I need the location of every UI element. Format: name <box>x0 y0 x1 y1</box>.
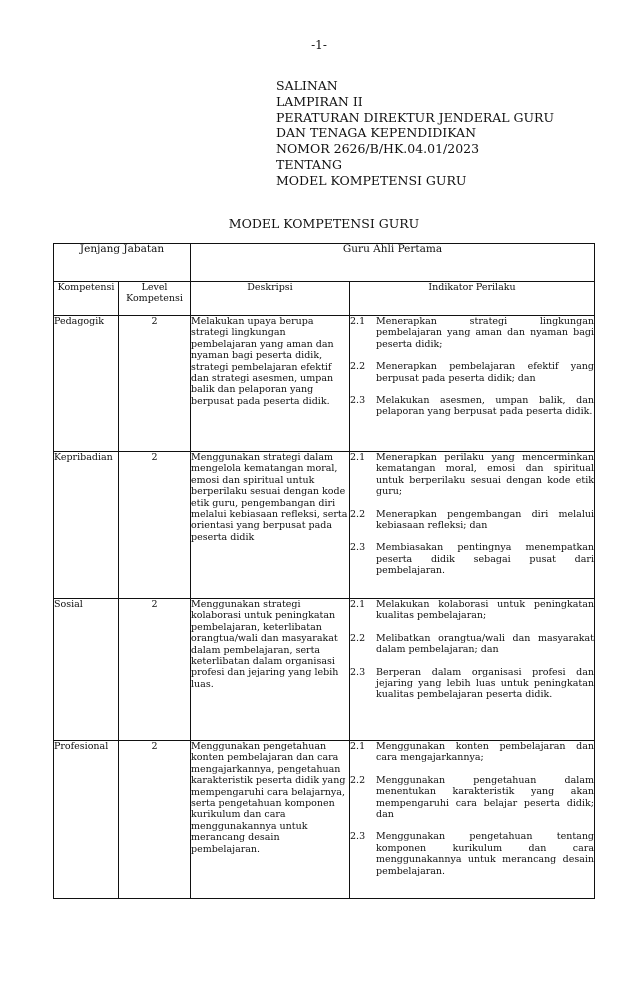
deskripsi-cell: Menggunakan strategi kolaborasi untuk peningkatan pembelajaran, keterlibatan orangtua/wali dan masyarakat dalam pembelajaran, serta keterlibatan dalam organisasi profesi dan jejaring yang lebih luas. <box>191 599 350 741</box>
header-line: TENTANG <box>276 156 343 172</box>
header-line: NOMOR 2626/B/HK.04.01/2023 <box>276 141 480 157</box>
indikator-cell <box>350 599 595 741</box>
header-line: DAN TENAGA KEPENDIDIKAN <box>276 125 477 141</box>
indikator-item: 2.2 Menerapkan pembelajaran efektif yang berpusat pada peserta didik; dan <box>350 361 595 384</box>
deskripsi-cell: Menggunakan pengetahuan konten pembelajaran dan cara mengajarkannya, pengetahuan karakteristik peserta didik yang mempengaruhi cara belajarnya, serta pengetahuan komponen kurikulum dan cara menggunakannya untuk merancang desain pembelajaran. <box>191 741 350 899</box>
indikator-item: 2.3 Membiasakan pentingnya menempatkan peserta didik sebagai pusat dari pembelajaran. <box>350 542 595 577</box>
jenjang-label: Jenjang Jabatan <box>54 244 191 282</box>
header-line: MODEL KOMPETENSI GURU <box>276 172 467 188</box>
indikator-item: 2.1 Menerapkan perilaku yang mencerminkan kematangan moral, emosi dan spiritual untuk berperilaku sesuai dengan kode etik guru; <box>350 452 595 498</box>
kompetensi-cell: Kepribadian <box>54 452 119 599</box>
header-indikator: Indikator Perilaku <box>350 282 595 316</box>
table-row <box>54 599 595 741</box>
table-row <box>54 452 595 599</box>
header-kompetensi: Kompetensi <box>54 282 119 316</box>
indikator-cell <box>350 452 595 599</box>
indikator-item: 2.2 Menggunakan pengetahuan dalam menentukan karakteristik yang akan mempengaruhi cara belajar peserta didik; dan <box>350 774 595 821</box>
jenjang-row <box>54 244 595 282</box>
competency-table <box>53 243 595 899</box>
level-cell: 2 <box>119 452 191 599</box>
indikator-item: 2.2 Menerapkan pengembangan diri melalui kebiasaan refleksi; dan <box>350 508 595 532</box>
indikator-item: 2.1 Melakukan kolaborasi untuk peningkatan kualitas pembelajaran; <box>350 599 595 622</box>
header-level: Level Kompetensi <box>119 282 191 316</box>
indikator-item: 2.1 Menerapkan strategi lingkungan pembelajaran yang aman dan nyaman bagi peserta didik; <box>350 316 595 350</box>
document-title: MODEL KOMPETENSI GURU <box>228 216 420 231</box>
kompetensi-cell: Sosial <box>54 599 119 741</box>
indikator-item: 2.3 Menggunakan pengetahuan tentang komponen kurikulum dan cara menggunakannya untuk merancang desain pembelajaran. <box>350 831 595 877</box>
header-deskripsi: Deskripsi <box>191 282 350 316</box>
jenjang-value: Guru Ahli Pertama <box>191 244 595 282</box>
indikator-item: 2.3 Melakukan asesmen, umpan balik, dan pelaporan yang berpusat pada peserta didik. <box>350 395 595 418</box>
level-cell: 2 <box>119 316 191 452</box>
table-row <box>54 741 595 899</box>
indikator-item: 2.2 Melibatkan orangtua/wali dan masyarakat dalam pembelajaran; dan <box>350 632 595 656</box>
level-cell: 2 <box>119 741 191 899</box>
deskripsi-cell: Menggunakan strategi dalam mengelola kematangan moral, emosi dan spiritual untuk berperilaku sesuai dengan kode etik guru, pengembangan diri melalui kebiasaan refleksi, serta orientasi yang berpusat pada peserta didik <box>191 452 350 599</box>
header-block <box>276 78 554 189</box>
kompetensi-cell: Pedagogik <box>54 316 119 452</box>
header-line: LAMPIRAN II <box>276 93 363 109</box>
header-line: SALINAN <box>276 78 338 93</box>
page-number: -1- <box>311 38 327 52</box>
level-cell: 2 <box>119 599 191 741</box>
indikator-cell <box>350 741 595 899</box>
table-row <box>54 316 595 452</box>
indikator-item: 2.1 Menggunakan konten pembelajaran dan cara mengajarkannya; <box>350 741 595 764</box>
kompetensi-cell: Profesional <box>54 741 119 899</box>
deskripsi-cell: Melakukan upaya berupa strategi lingkungan pembelajaran yang aman dan nyaman bagi peserta didik, strategi pembelajaran efektif dan strategi asesmen, umpan balik dan pelaporan yang berpusat pada peserta didik. <box>191 316 350 452</box>
indikator-cell <box>350 316 595 452</box>
indikator-item: 2.3 Berperan dalam organisasi profesi dan jejaring yang lebih luas untuk peningkatan kualitas pembelajaran peserta didik. <box>350 666 595 701</box>
column-header-row <box>54 282 595 316</box>
header-line: PERATURAN DIREKTUR JENDERAL GURU <box>276 109 555 125</box>
